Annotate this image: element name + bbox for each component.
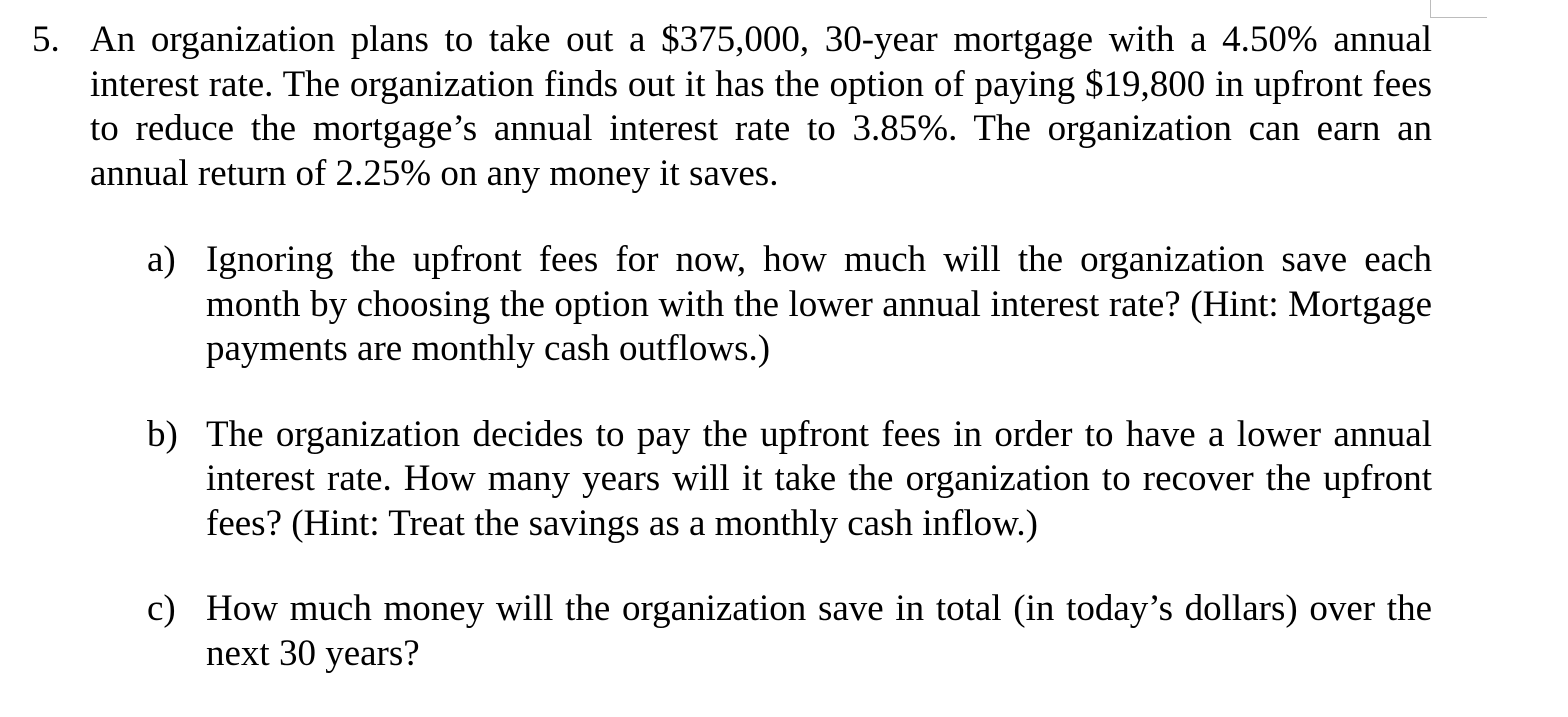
part-b-label: b) bbox=[147, 413, 178, 455]
part-a-text: Ignoring the upfront fees for now, how much will the organization save each month by choosing the option with the lower annual interest rate? (Hint: Mortgage payments are monthly cash outflows.) bbox=[206, 239, 1432, 369]
question-parts bbox=[0, 238, 1568, 676]
part-b bbox=[0, 413, 1568, 547]
question-5 bbox=[0, 18, 1568, 196]
page-corner-mark bbox=[1430, 0, 1487, 18]
part-a-label: a) bbox=[147, 239, 176, 280]
part-c bbox=[0, 587, 1568, 676]
part-b-text: The organization decides to pay the upfront fees in order to have a lower annual interest rate. How many years will it take the organization to recover the upfront fees? (Hint: Treat the savings as a monthly cash inflow.) bbox=[206, 413, 1432, 544]
document-page bbox=[0, 18, 1568, 717]
question-number: 5. bbox=[32, 19, 60, 60]
part-c-text: How much money will the organization save in total (in today’s dollars) over the next 30 years? bbox=[206, 588, 1432, 674]
part-c-label: c) bbox=[147, 588, 176, 629]
part-a bbox=[0, 238, 1568, 372]
question-text: An organization plans to take out a $375,000, 30-year mortgage with a 4.50% annual interest rate. The organization finds out it has the option of paying $19,800 in upfront fees to reduce the mortgage’s annual interest rate to 3.85%. The organization can earn an annual return of 2.25% on any money it saves. bbox=[90, 19, 1432, 194]
